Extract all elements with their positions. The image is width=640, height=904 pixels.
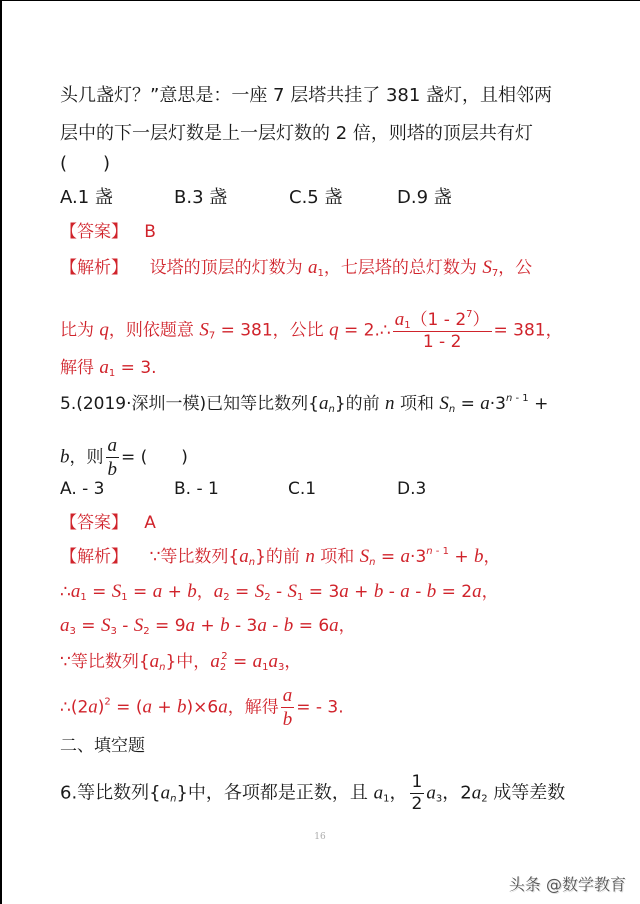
problem-5-analysis-line-1: 【解析】 ∵等比数列$\{a_n\}$的前 n 项和 $S_n = a\cdot 3^{n - 1} + b$，: [60, 546, 501, 568]
option-b: B.3 盏: [174, 187, 228, 208]
option-a: A. - 3: [60, 479, 105, 499]
analysis-tag: 【解析】: [60, 547, 128, 567]
page-number: 16: [314, 832, 326, 842]
fraction: $\frac{a_1(1 - 2^7)}{1 - 2}$: [394, 309, 490, 352]
problem-5-answer: [60, 511, 156, 535]
problem-5-analysis-line-2: $\therefore a_1 = S_1 = a + b$，$a_2 = S_2 - S_1 = 3a + b - a - b = 2a$，: [60, 581, 499, 603]
option-d: D.3: [397, 479, 427, 499]
watermark: 头条 @数学教育: [508, 875, 626, 894]
answer-value: B: [144, 222, 156, 242]
problem-5-stem-line-1: 5.(2019·深圳一模)已知等比数列$\{a_n\}$的前 n 项和 $S_n = a\cdot 3^{n - 1}$ +: [60, 393, 549, 415]
problem-4-stem-line-3: ( ): [60, 153, 111, 174]
problem-5-stem-line-2: b，则 $\frac{a}{b}$ = ( ): [60, 435, 188, 480]
answer-tag: 【答案】: [60, 222, 128, 242]
answer-value: A: [144, 513, 156, 533]
problem-4-analysis-line-3: 解得 $a_1 = 3$.: [60, 357, 157, 379]
problem-4-answer: [60, 220, 156, 244]
problem-5-analysis-line-4: ∵等比数列$\{a_n\}$中，$a_2^2 = a_1a_3$，: [60, 651, 302, 673]
problem-4-stem-line-1: 头几盏灯？”意思是：一座 7 层塔共挂了 381 盏灯，且相邻两: [60, 85, 553, 106]
problem-5-analysis-line-3: $a_3 = S_3 - S_2 = 9a + b - 3a - b = 6a$，: [60, 615, 356, 637]
problem-4-stem-line-2: 层中的下一层灯数是上一层灯数的 2 倍，则塔的顶层共有灯: [60, 123, 533, 144]
problem-4-analysis-line-1: 【解析】 设塔的顶层的灯数为 $a_1$，七层塔的总灯数为 $S_7$，公: [60, 257, 533, 279]
problem-4-analysis-line-2: 比为 q，则依题意 $S_7 = 381$，公比 q = 2.∴ $\frac{a_1(1 - 2^7)}{1 - 2}$ = 381，: [60, 309, 563, 352]
problem-4-options: [60, 186, 452, 210]
problem-5-options: [60, 477, 426, 501]
section-heading: 二、填空题: [60, 736, 145, 756]
option-c: C.1: [288, 479, 317, 499]
fraction-a-over-b: $\frac{a}{b}$: [107, 435, 117, 480]
option-d: D.9 盏: [397, 187, 452, 208]
option-a: A.1 盏: [60, 187, 113, 208]
option-c: C.5 盏: [289, 187, 343, 208]
fraction-a-over-b: $\frac{a}{b}$: [282, 685, 293, 730]
option-b: B. - 1: [174, 479, 219, 499]
answer-tag: 【答案】: [60, 513, 128, 533]
problem-6-stem-line-1: 6.等比数列$\{a_n\}$中，各项都是正数，且 $a_1$， $\frac{1}{2}$ $a_3$，$2a_2$ 成等差数: [60, 772, 566, 814]
problem-5-analysis-line-5: $\therefore(2a)^2 = (a + b)\times 6a$，解得 $\frac{a}{b}$ = - 3.: [60, 685, 344, 730]
fraction-one-half: $\frac{1}{2}$: [411, 772, 423, 814]
analysis-tag: 【解析】: [60, 258, 128, 278]
